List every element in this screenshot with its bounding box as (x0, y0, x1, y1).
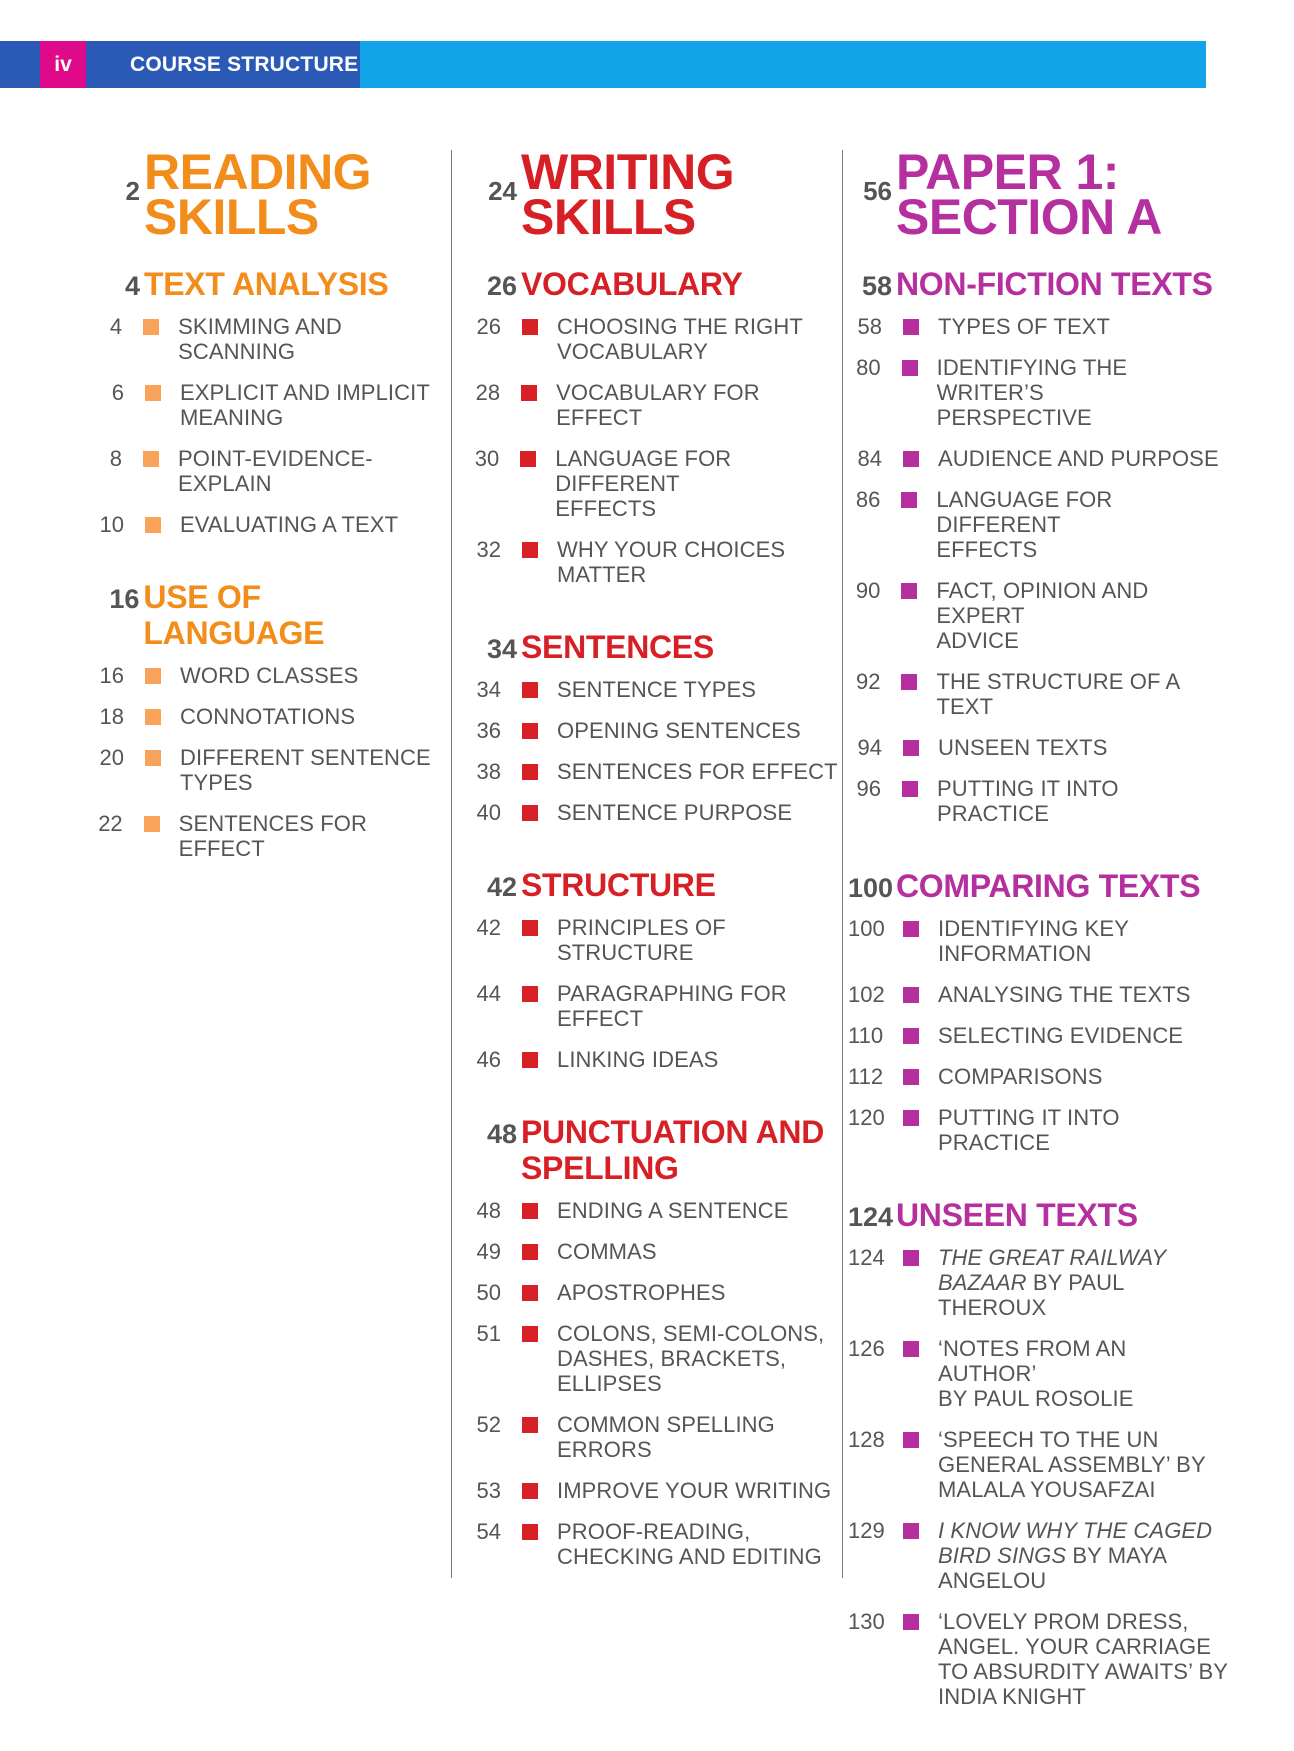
bullet-square-icon (522, 1417, 538, 1433)
bullet-square-icon (903, 1110, 919, 1126)
topic-page-number: 58 (857, 314, 882, 339)
topic-label (557, 1047, 718, 1072)
topic-label-text: AUDIENCE AND PURPOSE (938, 446, 1219, 471)
bullet-square-icon (903, 987, 919, 1003)
bullet-square-icon (903, 319, 919, 335)
topic-label-text: ‘LOVELY PROM DRESS, ANGEL. YOUR CARRIAGE TO ABSURDITY AWAITS’ BY INDIA KNIGHT (938, 1609, 1228, 1709)
bullet-square-icon (522, 986, 538, 1002)
bullet-square-icon (903, 1432, 919, 1448)
topic-page-number: 34 (476, 677, 501, 702)
topic-item[interactable] (96, 314, 446, 364)
bullet-square-icon (145, 385, 161, 401)
topic-label (180, 745, 431, 795)
topic-label (557, 800, 792, 825)
topic-label (178, 314, 446, 364)
topic-page-number: 80 (856, 355, 881, 380)
topic-label-text: DIFFERENT SENTENCE TYPES (180, 745, 431, 795)
topic-item[interactable] (96, 704, 446, 729)
topic-item[interactable] (473, 1519, 843, 1569)
topic-label (557, 1412, 775, 1462)
topic-page-number: 36 (476, 718, 501, 743)
topic-item[interactable] (473, 677, 843, 702)
bullet-square-icon (903, 1523, 919, 1539)
topic-item[interactable] (473, 915, 843, 965)
topic-label (938, 1518, 1212, 1593)
topic-item[interactable] (473, 1280, 843, 1305)
topic-page-number: 40 (476, 800, 501, 825)
topic-page-number: 126 (848, 1336, 885, 1361)
topic-label-text: COMPARISONS (938, 1064, 1103, 1089)
topic-page-number: 48 (476, 1198, 501, 1223)
topic-label-text: CONNOTATIONS (180, 704, 356, 729)
topic-page-number: 50 (476, 1280, 501, 1305)
topic-label (936, 669, 1228, 719)
topic-label-text: SENTENCE PURPOSE (557, 800, 793, 825)
topic-page-number: 53 (476, 1478, 501, 1503)
bullet-square-icon (901, 492, 917, 508)
topic-label-text: FACT, OPINION AND EXPERT ADVICE (936, 578, 1149, 653)
bullet-square-icon (903, 1614, 919, 1630)
topic-label-text: PUTTING IT INTO PRACTICE (937, 776, 1119, 826)
bullet-square-icon (522, 1326, 538, 1342)
topic-label (937, 355, 1228, 430)
topic-page-number: 32 (476, 537, 501, 562)
topic-page-number: 8 (109, 446, 123, 471)
section-heading[interactable] (96, 266, 446, 302)
bullet-square-icon (145, 750, 161, 766)
topic-page-number: 26 (476, 314, 501, 339)
topic-item[interactable] (473, 981, 843, 1031)
topic-page-number: 42 (476, 915, 501, 940)
topic-label (178, 446, 446, 496)
topic-label (180, 663, 358, 688)
topic-label (938, 446, 1219, 471)
page-title: COURSE STRUCTURE (86, 41, 360, 88)
topic-item[interactable] (848, 487, 1228, 562)
topic-label (180, 512, 398, 537)
bullet-square-icon (901, 674, 917, 690)
topic-label-text: COMMAS (557, 1239, 657, 1264)
topic-page-number: 22 (98, 811, 123, 836)
bullet-square-icon (903, 451, 919, 467)
topic-item[interactable] (848, 1518, 1228, 1593)
topic-label-text: PUTTING IT INTO PRACTICE (938, 1105, 1120, 1155)
topic-label (938, 314, 1110, 339)
topic-page-number: 4 (109, 314, 123, 339)
topic-label (557, 1198, 789, 1223)
column-paper-1-section-a (848, 144, 1228, 1751)
topic-label-text: ‘SPEECH TO THE UN GENERAL ASSEMBLY’ BY MALALA YOUSAFZAI (938, 1427, 1206, 1502)
topic-page-number: 10 (99, 512, 124, 537)
topic-label-text: SKIMMING AND SCANNING (178, 314, 342, 364)
topic-page-number: 86 (855, 487, 881, 512)
topic-label (557, 981, 787, 1031)
section-title: STRUCTURE (521, 867, 716, 903)
bullet-square-icon (522, 1483, 538, 1499)
page-number: iv (40, 41, 86, 88)
bullet-square-icon (143, 451, 159, 467)
topic-label-text: SENTENCE TYPES (557, 677, 757, 702)
topic-label-text: WHY YOUR CHOICES MATTER (557, 537, 786, 587)
topic-item[interactable] (473, 800, 843, 825)
topic-item[interactable] (848, 1609, 1228, 1709)
topic-item[interactable] (473, 1239, 843, 1264)
topic-label-text: LINKING IDEAS (557, 1047, 719, 1072)
section (473, 629, 843, 825)
topic-page-number: 120 (848, 1105, 885, 1130)
bullet-square-icon (145, 709, 161, 725)
topic-label-text: THE STRUCTURE OF A TEXT (936, 669, 1180, 719)
topic-item[interactable] (473, 1478, 843, 1503)
section-heading[interactable] (473, 867, 843, 903)
part-heading (96, 144, 446, 245)
topic-page-number: 90 (855, 578, 881, 603)
part-page-number: 2 (125, 176, 140, 206)
section-title: VOCABULARY (521, 266, 743, 302)
section-page-number: 34 (486, 634, 517, 664)
topic-label-text: ANALYSING THE TEXTS (938, 982, 1191, 1007)
bullet-square-icon (903, 921, 919, 937)
header-bar (0, 41, 1206, 88)
topic-page-number: 100 (848, 916, 885, 941)
topic-item[interactable] (473, 314, 843, 364)
bullet-square-icon (902, 360, 918, 376)
section-page-number: 124 (848, 1202, 894, 1232)
bullet-square-icon (522, 1285, 538, 1301)
section-title: USE OF LANGUAGE (143, 579, 325, 651)
topic-label-text: COLONS, SEMI-COLONS, DASHES, BRACKETS, ELLIPSES (557, 1321, 825, 1396)
bullet-square-icon (903, 1069, 919, 1085)
section-page-number: 58 (861, 271, 892, 301)
topic-label (180, 704, 355, 729)
topic-label-text: APOSTROPHES (557, 1280, 726, 1305)
bullet-square-icon (901, 583, 917, 599)
topic-item[interactable] (473, 1047, 843, 1072)
part-page-number: 24 (488, 176, 517, 206)
topic-item[interactable] (473, 380, 843, 430)
topic-page-number: 20 (99, 745, 124, 770)
section-title: COMPARING TEXTS (896, 868, 1201, 904)
topic-label-text: WORD CLASSES (180, 663, 359, 688)
section-page-number: 16 (109, 584, 140, 614)
section (473, 266, 843, 587)
column-reading-skills (96, 144, 446, 903)
part-title: READING SKILLS (144, 144, 372, 245)
part-title: PAPER 1: SECTION A (896, 144, 1162, 245)
topic-page-number: 18 (99, 704, 124, 729)
topic-label (557, 718, 801, 743)
column-divider (451, 150, 452, 1578)
topic-item[interactable] (848, 982, 1228, 1007)
bullet-square-icon (903, 1250, 919, 1266)
topic-label-text: IMPROVE YOUR WRITING (557, 1478, 832, 1503)
topic-label (938, 1105, 1228, 1155)
topic-item[interactable] (473, 446, 843, 521)
topic-label-text: ‘NOTES FROM AN AUTHOR’ BY PAUL ROSOLIE (938, 1336, 1134, 1411)
topic-label-text: CHOOSING THE RIGHT VOCABULARY (557, 314, 803, 364)
topic-page-number: 96 (856, 776, 881, 801)
topic-label-text: PROOF-READING, CHECKING AND EDITING (557, 1519, 822, 1569)
section-page-number: 26 (486, 271, 517, 301)
topic-label (557, 1519, 822, 1569)
topic-page-number: 54 (476, 1519, 501, 1544)
bullet-square-icon (145, 668, 161, 684)
topic-page-number: 130 (848, 1609, 885, 1634)
header-lead-block (0, 41, 40, 88)
topic-label-text: LANGUAGE FOR DIFFERENT EFFECTS (555, 446, 732, 521)
topic-label-text: TYPES OF TEXT (938, 314, 1111, 339)
topic-page-number: 16 (99, 663, 124, 688)
topic-label (557, 1321, 824, 1396)
topic-item[interactable] (848, 446, 1228, 471)
bullet-square-icon (522, 723, 538, 739)
bullet-square-icon (522, 1052, 538, 1068)
section-title: UNSEEN TEXTS (896, 1197, 1138, 1233)
topic-label-text: IDENTIFYING THE WRITER’S PERSPECTIVE (936, 355, 1128, 430)
bullet-square-icon (903, 1028, 919, 1044)
topic-label (938, 735, 1108, 760)
topic-label-text: UNSEEN TEXTS (938, 735, 1108, 760)
topic-item[interactable] (848, 669, 1228, 719)
topic-label (557, 677, 756, 702)
topic-label (938, 1336, 1228, 1411)
section-page-number: 42 (486, 872, 517, 902)
topic-item[interactable] (848, 1064, 1228, 1089)
topic-label-text: ENDING A SENTENCE (557, 1198, 789, 1223)
topic-item[interactable] (96, 811, 446, 861)
section (96, 266, 446, 537)
topic-label-text: SENTENCES FOR EFFECT (557, 759, 838, 784)
section-title: NON-FICTION TEXTS (896, 266, 1213, 302)
topic-label-text: POINT-EVIDENCE-EXPLAIN (178, 446, 373, 496)
topic-item[interactable] (848, 735, 1228, 760)
section-title: SENTENCES (521, 629, 714, 665)
topic-label (938, 982, 1191, 1007)
topic-page-number: 110 (848, 1023, 884, 1048)
bullet-square-icon (522, 319, 538, 335)
topic-label (938, 1064, 1103, 1089)
section-title: TEXT ANALYSIS (144, 266, 389, 302)
topic-label (936, 578, 1228, 653)
topic-item[interactable] (848, 1245, 1228, 1320)
topic-item[interactable] (848, 314, 1228, 339)
section-page-number: 4 (124, 271, 140, 301)
section-heading[interactable] (473, 629, 843, 665)
column-writing-skills (473, 144, 843, 1611)
topic-label (557, 759, 838, 784)
section-heading[interactable] (96, 579, 446, 651)
topic-item[interactable] (848, 1023, 1228, 1048)
topic-page-number: 38 (476, 759, 501, 784)
part-heading (473, 144, 843, 245)
topic-label (180, 380, 430, 430)
topic-page-number: 28 (475, 380, 501, 405)
topic-title-italic: THE GREAT RAILWAY BAZAAR (938, 1245, 1167, 1295)
topic-label (557, 314, 803, 364)
topic-label (557, 915, 726, 965)
topic-item[interactable] (848, 578, 1228, 653)
topic-page-number: 44 (476, 981, 501, 1006)
bullet-square-icon (143, 319, 159, 335)
bullet-square-icon (522, 920, 538, 936)
topic-label-text: SELECTING EVIDENCE (938, 1023, 1184, 1048)
topic-label (936, 487, 1228, 562)
topic-label-text: BY MAYA ANGELOU (938, 1543, 1168, 1593)
bullet-square-icon (522, 542, 538, 558)
topic-label (557, 1280, 726, 1305)
section-title: PUNCTUATION AND SPELLING (521, 1114, 825, 1186)
bullet-square-icon (521, 385, 537, 401)
section (96, 579, 446, 861)
topic-page-number: 94 (857, 735, 882, 760)
bullet-square-icon (903, 1341, 919, 1357)
section (473, 867, 843, 1072)
topic-title-italic: I KNOW WHY THE CAGED BIRD SINGS (938, 1518, 1213, 1568)
part-page-number: 56 (863, 176, 892, 206)
topic-page-number: 129 (848, 1518, 885, 1543)
topic-item[interactable] (473, 537, 843, 587)
topic-label (557, 537, 785, 587)
topic-label (556, 380, 843, 430)
topic-item[interactable] (96, 663, 446, 688)
topic-page-number: 112 (848, 1064, 884, 1089)
bullet-square-icon (145, 517, 161, 533)
topic-item[interactable] (848, 916, 1228, 966)
section-heading[interactable] (848, 266, 1228, 302)
topic-label-text: SENTENCES FOR EFFECT (178, 811, 367, 861)
topic-page-number: 84 (857, 446, 882, 471)
topic-item[interactable] (96, 380, 446, 430)
topic-page-number: 6 (111, 380, 124, 405)
topic-page-number: 49 (476, 1239, 501, 1264)
topic-item[interactable] (848, 1336, 1228, 1411)
section-page-number: 48 (486, 1119, 517, 1149)
topic-page-number: 92 (856, 669, 881, 694)
section-page-number: 100 (848, 873, 894, 903)
topic-label (179, 811, 446, 861)
topic-label-text: BY PAUL THEROUX (938, 1270, 1124, 1320)
topic-page-number: 128 (848, 1427, 885, 1452)
topic-label-text: EXPLICIT AND IMPLICIT MEANING (180, 380, 430, 430)
section (848, 266, 1228, 826)
topic-label-text: LANGUAGE FOR DIFFERENT EFFECTS (936, 487, 1113, 562)
topic-label (557, 1239, 657, 1264)
topic-item[interactable] (473, 1412, 843, 1462)
bullet-square-icon (902, 781, 918, 797)
topic-label (937, 776, 1228, 826)
topic-label-text: COMMON SPELLING ERRORS (557, 1412, 775, 1462)
bullet-square-icon (144, 816, 160, 832)
bullet-square-icon (903, 740, 919, 756)
part-title: WRITING SKILLS (521, 144, 735, 245)
topic-item[interactable] (848, 1105, 1228, 1155)
section (848, 1197, 1228, 1709)
bullet-square-icon (522, 1244, 538, 1260)
section-heading[interactable] (473, 1114, 843, 1186)
topic-label-text: OPENING SENTENCES (557, 718, 801, 743)
topic-item[interactable] (473, 1198, 843, 1223)
section (473, 1114, 843, 1569)
bullet-square-icon (522, 682, 538, 698)
topic-item[interactable] (473, 759, 843, 784)
topic-label (938, 1245, 1228, 1320)
topic-page-number: 124 (848, 1245, 885, 1270)
topic-item[interactable] (848, 355, 1228, 430)
topic-label (555, 446, 843, 521)
topic-label (938, 1427, 1206, 1502)
section-heading[interactable] (473, 266, 843, 302)
section (848, 868, 1228, 1155)
topic-label-text: PRINCIPLES OF STRUCTURE (557, 915, 726, 965)
part-heading (848, 144, 1228, 245)
section-heading[interactable] (848, 868, 1228, 904)
bullet-square-icon (522, 1203, 538, 1219)
topic-item[interactable] (473, 718, 843, 743)
bullet-square-icon (520, 451, 536, 467)
bullet-square-icon (522, 1524, 538, 1540)
bullet-square-icon (522, 805, 538, 821)
section-heading[interactable] (848, 1197, 1228, 1233)
topic-label-text: PARAGRAPHING FOR EFFECT (557, 981, 787, 1031)
topic-label (938, 1023, 1183, 1048)
topic-page-number: 102 (848, 982, 885, 1007)
topic-item[interactable] (96, 512, 446, 537)
topic-item[interactable] (848, 776, 1228, 826)
topic-page-number: 46 (476, 1047, 501, 1072)
topic-item[interactable] (848, 1427, 1228, 1502)
topic-label-text: IDENTIFYING KEY INFORMATION (938, 916, 1129, 966)
topic-page-number: 52 (476, 1412, 501, 1437)
topic-label (557, 1478, 831, 1503)
topic-label (938, 1609, 1228, 1709)
bullet-square-icon (522, 764, 538, 780)
topic-item[interactable] (96, 446, 446, 496)
topic-item[interactable] (96, 745, 446, 795)
topic-label (938, 916, 1129, 966)
topic-page-number: 51 (476, 1321, 501, 1346)
topic-item[interactable] (473, 1321, 843, 1396)
topic-label-text: VOCABULARY FOR EFFECT (556, 380, 760, 430)
topic-label-text: EVALUATING A TEXT (180, 512, 399, 537)
topic-page-number: 30 (474, 446, 500, 471)
